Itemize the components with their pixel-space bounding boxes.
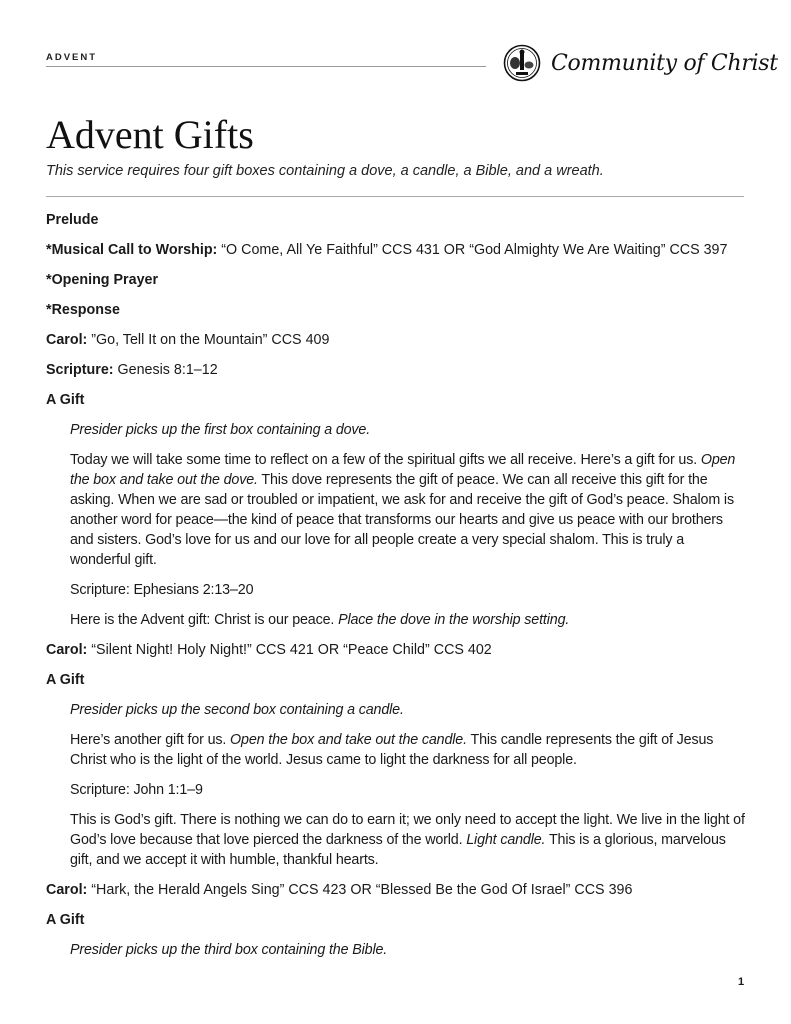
carol-item: Carol: “Hark, the Herald Angels Sing” CCS 423 OR “Blessed Be the God Of Israel” CCS 396 xyxy=(46,882,633,898)
page-subtitle: This service requires four gift boxes containing a dove, a candle, a Bible, and a wreath. xyxy=(46,163,604,179)
response-item: *Response xyxy=(46,302,120,318)
order-of-service xyxy=(46,210,746,970)
gift-heading: A Gift xyxy=(46,392,85,408)
brand-logo xyxy=(503,44,778,82)
section-label: ADVENT xyxy=(46,52,98,63)
page-number: 1 xyxy=(738,976,745,988)
carol-item: Carol: “Silent Night! Holy Night!” CCS 421 OR “Peace Child” CCS 402 xyxy=(46,642,492,658)
gift-paragraph: Here’s another gift for us. Open the box and take out the candle. This candle represents the gift of Jesus Christ who is the light of the world. Jesus came to light the darkness for all people. xyxy=(70,732,714,768)
gift-paragraph: Here is the Advent gift: Christ is our peace. Place the dove in the worship setting. xyxy=(70,612,570,628)
opening-prayer-item: *Opening Prayer xyxy=(46,272,159,288)
carol-item: Carol: ”Go, Tell It on the Mountain” CCS 409 xyxy=(46,332,330,348)
gift-heading: A Gift xyxy=(46,912,85,928)
gift-instruction: Presider picks up the second box containing a candle. xyxy=(70,702,404,718)
gift-instruction: Presider picks up the first box containing a dove. xyxy=(70,422,371,438)
gift-paragraph: Today we will take some time to reflect on a few of the spiritual gifts we all receive. Here’s a gift for us. Open the box and take out the dove. This dove represents the gift of peace. We can all receive this gift for the asking. When we are sad or troubled or impatient, we ask for and receive the gift of God’s peace. Shalom is another word for peace—the kind of peace that transforms our hearts and give us peace with our brothers and sisters. God’s love for us and our love for all people create a very special shalom. This is truly a wonderful gift. xyxy=(70,452,736,568)
title-divider xyxy=(46,196,744,197)
gift-heading: A Gift xyxy=(46,672,85,688)
community-seal-icon xyxy=(503,44,541,82)
gift-instruction: Presider picks up the third box containing the Bible. xyxy=(70,942,388,958)
gift-scripture: Scripture: Ephesians 2:13–20 xyxy=(70,582,254,598)
scripture-item: Scripture: Genesis 8:1–12 xyxy=(46,362,218,378)
musical-call-item: *Musical Call to Worship: “O Come, All Ye Faithful” CCS 431 OR “God Almighty We Are Waiting” CCS 397 xyxy=(46,242,728,258)
gift-scripture: Scripture: John 1:1–9 xyxy=(70,782,203,798)
gift-paragraph: This is God’s gift. There is nothing we can do to earn it; we only need to accept the light. We live in the light of God’s love because that love pierced the darkness of the world. Light candle. This is a glorious, marvelous gift, and we accept it with humble, thankful hearts. xyxy=(70,812,745,868)
prelude-item: Prelude xyxy=(46,212,99,228)
header-divider xyxy=(46,66,486,67)
brand-name: Community of Christ xyxy=(551,50,778,76)
page-title: Advent Gifts xyxy=(46,112,254,157)
